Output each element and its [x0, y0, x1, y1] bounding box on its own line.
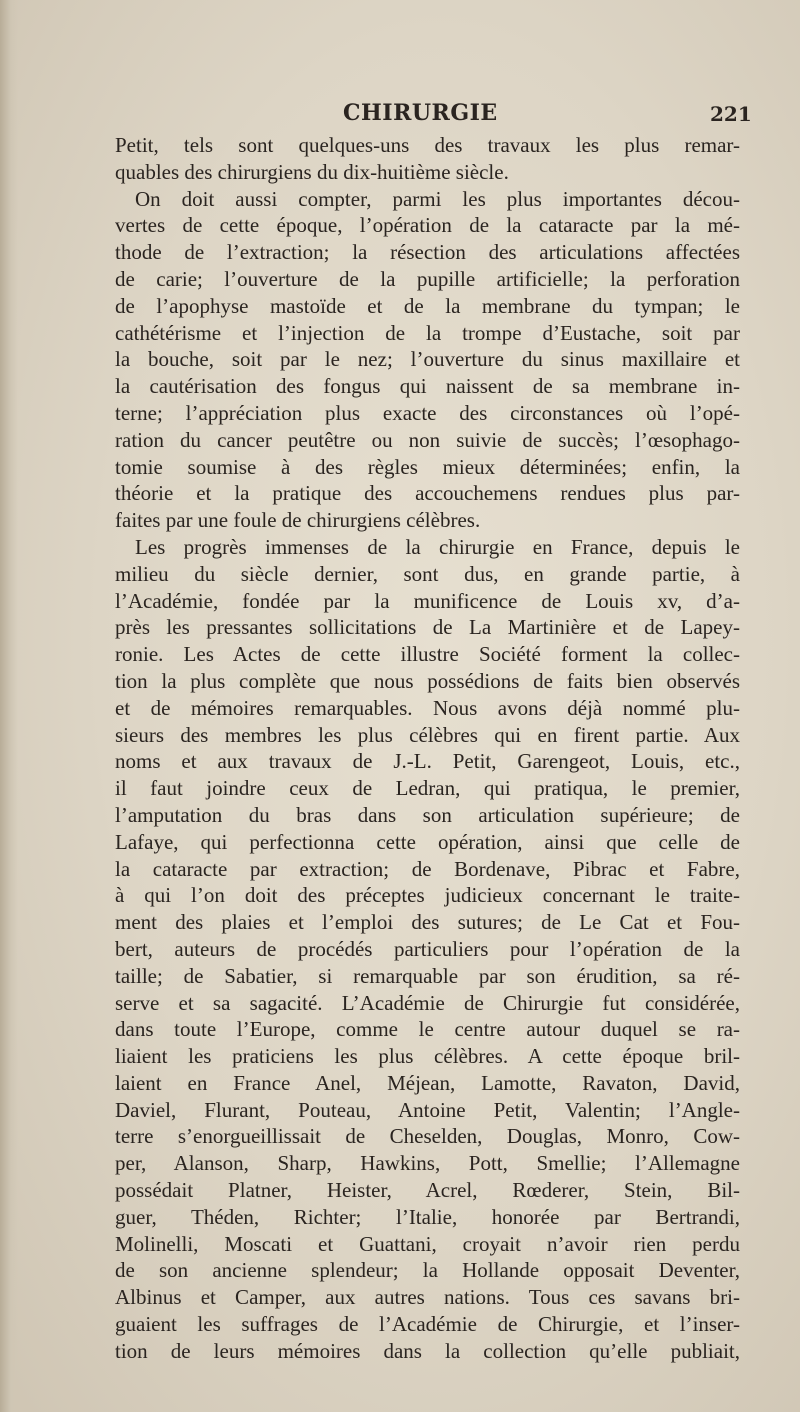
text-line: terre s’enorgueillissait de Cheselden, Douglas, Monro, Cow-	[115, 1124, 740, 1149]
text-line: guaient les suffrages de l’Académie de Chirurgie, et l’inser-	[115, 1312, 740, 1337]
text-line: tomie soumise à des règles mieux déterminées; enfin, la	[115, 454, 740, 479]
text-line: per, Alanson, Sharp, Hawkins, Pott, Smellie; l’Allemagne	[115, 1151, 740, 1176]
text-line: et de mémoires remarquables. Nous avons déjà nommé plu-	[115, 695, 740, 720]
text-line: théorie et la pratique des accouchemens rendues plus par-	[115, 481, 740, 506]
text-line: thode de l’extraction; la résection des articulations affectées	[115, 240, 740, 265]
text-line: l’amputation du bras dans son articulation supérieure; de	[115, 802, 740, 827]
page-header	[0, 100, 800, 134]
text-line: cathétérisme et l’injection de la trompe d’Eustache, soit par	[115, 320, 740, 345]
text-line: Albinus et Camper, aux autres nations. Tous ces savans bri-	[115, 1285, 740, 1310]
text-line: de son ancienne splendeur; la Hollande opposait Deventer,	[115, 1258, 740, 1283]
text-line: l’Académie, fondée par la munificence de Louis xv, d’a-	[115, 588, 740, 613]
text-line: sieurs des membres les plus célèbres qui en firent partie. Aux	[115, 722, 740, 747]
text-line: tion la plus complète que nous possédions de faits bien observés	[115, 668, 740, 693]
running-title: CHIRURGIE	[343, 100, 498, 126]
text-line: tion de leurs mémoires dans la collection qu’elle publiait,	[115, 1338, 740, 1363]
text-line: la bouche, soit par le nez; l’ouverture du sinus maxillaire et	[115, 347, 740, 372]
page-number: 221	[710, 102, 752, 126]
text-line: Lafaye, qui perfectionna cette opération, ainsi que celle de	[115, 829, 740, 854]
text-line: taille; de Sabatier, si remarquable par son érudition, sa ré-	[115, 963, 740, 988]
text-line: ment des plaies et l’emploi des sutures; de Le Cat et Fou-	[115, 910, 740, 935]
text-line: guer, Théden, Richter; l’Italie, honorée par Bertrandi,	[115, 1204, 740, 1229]
text-line: milieu du siècle dernier, sont dus, en grande partie, à	[115, 561, 740, 586]
text-line: bert, auteurs de procédés particuliers pour l’opération de la	[115, 936, 740, 961]
text-line: serve et sa sagacité. L’Académie de Chirurgie fut considérée,	[115, 990, 740, 1015]
text-line: de l’apophyse mastoïde et de la membrane du tympan; le	[115, 293, 740, 318]
text-line: il faut joindre ceux de Ledran, qui pratiqua, le premier,	[115, 776, 740, 801]
text-line: dans toute l’Europe, comme le centre autour duquel se ra-	[115, 1017, 740, 1042]
text-line: faites par une foule de chirurgiens célèbres.	[115, 508, 481, 533]
text-line: Les progrès immenses de la chirurgie en France, depuis le	[135, 534, 740, 559]
text-line: Daviel, Flurant, Pouteau, Antoine Petit, Valentin; l’Angle-	[115, 1097, 740, 1122]
text-line: vertes de cette époque, l’opération de la cataracte par la mé-	[115, 213, 740, 238]
text-line: à qui l’on doit des préceptes judicieux concernant le traite-	[115, 883, 740, 908]
text-line: Petit, tels sont quelques-uns des travaux les plus remar-	[115, 133, 740, 157]
text-line: de carie; l’ouverture de la pupille artificielle; la perforation	[115, 266, 740, 291]
text-line: noms et aux travaux de J.-L. Petit, Garengeot, Louis, etc.,	[115, 749, 740, 774]
body-text	[115, 132, 740, 1365]
text-line: On doit aussi compter, parmi les plus importantes décou-	[135, 186, 740, 211]
text-line: terne; l’appréciation plus exacte des circonstances où l’opé-	[115, 400, 740, 425]
text-line: possédait Platner, Heister, Acrel, Rœderer, Stein, Bil-	[115, 1178, 740, 1203]
text-line: ronie. Les Actes de cette illustre Société forment la collec-	[115, 642, 740, 667]
text-line: près les pressantes sollicitations de La Martinière et de Lapey-	[115, 615, 740, 640]
text-line: Molinelli, Moscati et Guattani, croyait n’avoir rien perdu	[115, 1231, 740, 1256]
text-line: la cautérisation des fongus qui naissent de sa membrane in-	[115, 374, 740, 399]
text-line: quables des chirurgiens du dix-huitième siècle.	[115, 159, 509, 184]
text-line: la cataracte par extraction; de Bordenave, Pibrac et Fabre,	[115, 856, 740, 881]
text-line: laient en France Anel, Méjean, Lamotte, Ravaton, David,	[115, 1070, 740, 1095]
page-gutter-shadow	[0, 0, 18, 1412]
text-line: ration du cancer peutêtre ou non suivie de succès; l’œsophago-	[115, 427, 740, 452]
text-line: liaient les praticiens les plus célèbres. A cette époque bril-	[115, 1044, 740, 1069]
